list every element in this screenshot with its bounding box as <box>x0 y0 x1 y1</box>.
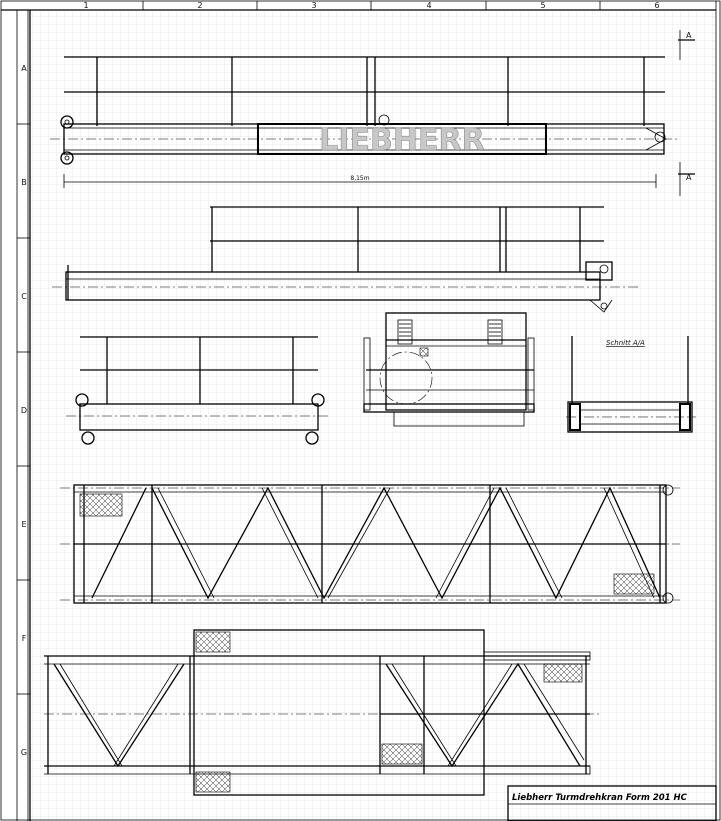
column-number: 5 <box>540 1 546 10</box>
column-numbers <box>83 1 659 10</box>
column-number: 6 <box>654 1 660 10</box>
section-marker-top: A <box>686 31 692 40</box>
dimension-label: 8,15m <box>350 175 370 182</box>
row-letter: D <box>20 406 28 415</box>
column-number: 2 <box>197 1 203 10</box>
column-number: 3 <box>311 1 317 10</box>
drawing-title: Liebherr Turmdrehkran Form 201 HC <box>512 793 687 803</box>
row-letter: E <box>21 520 27 529</box>
section-view-label: Schnitt A/A <box>606 339 645 347</box>
row-letter: B <box>21 178 27 187</box>
row-letter: C <box>21 292 27 301</box>
row-letter: A <box>21 64 27 73</box>
row-letter: F <box>21 634 27 643</box>
row-letters <box>21 64 27 757</box>
column-number: 4 <box>426 1 432 10</box>
column-number: 1 <box>83 1 89 10</box>
liebherr-logo: LIEBHERR <box>319 123 485 158</box>
row-letter: G <box>20 748 28 757</box>
section-marker-bottom: A <box>686 173 692 182</box>
